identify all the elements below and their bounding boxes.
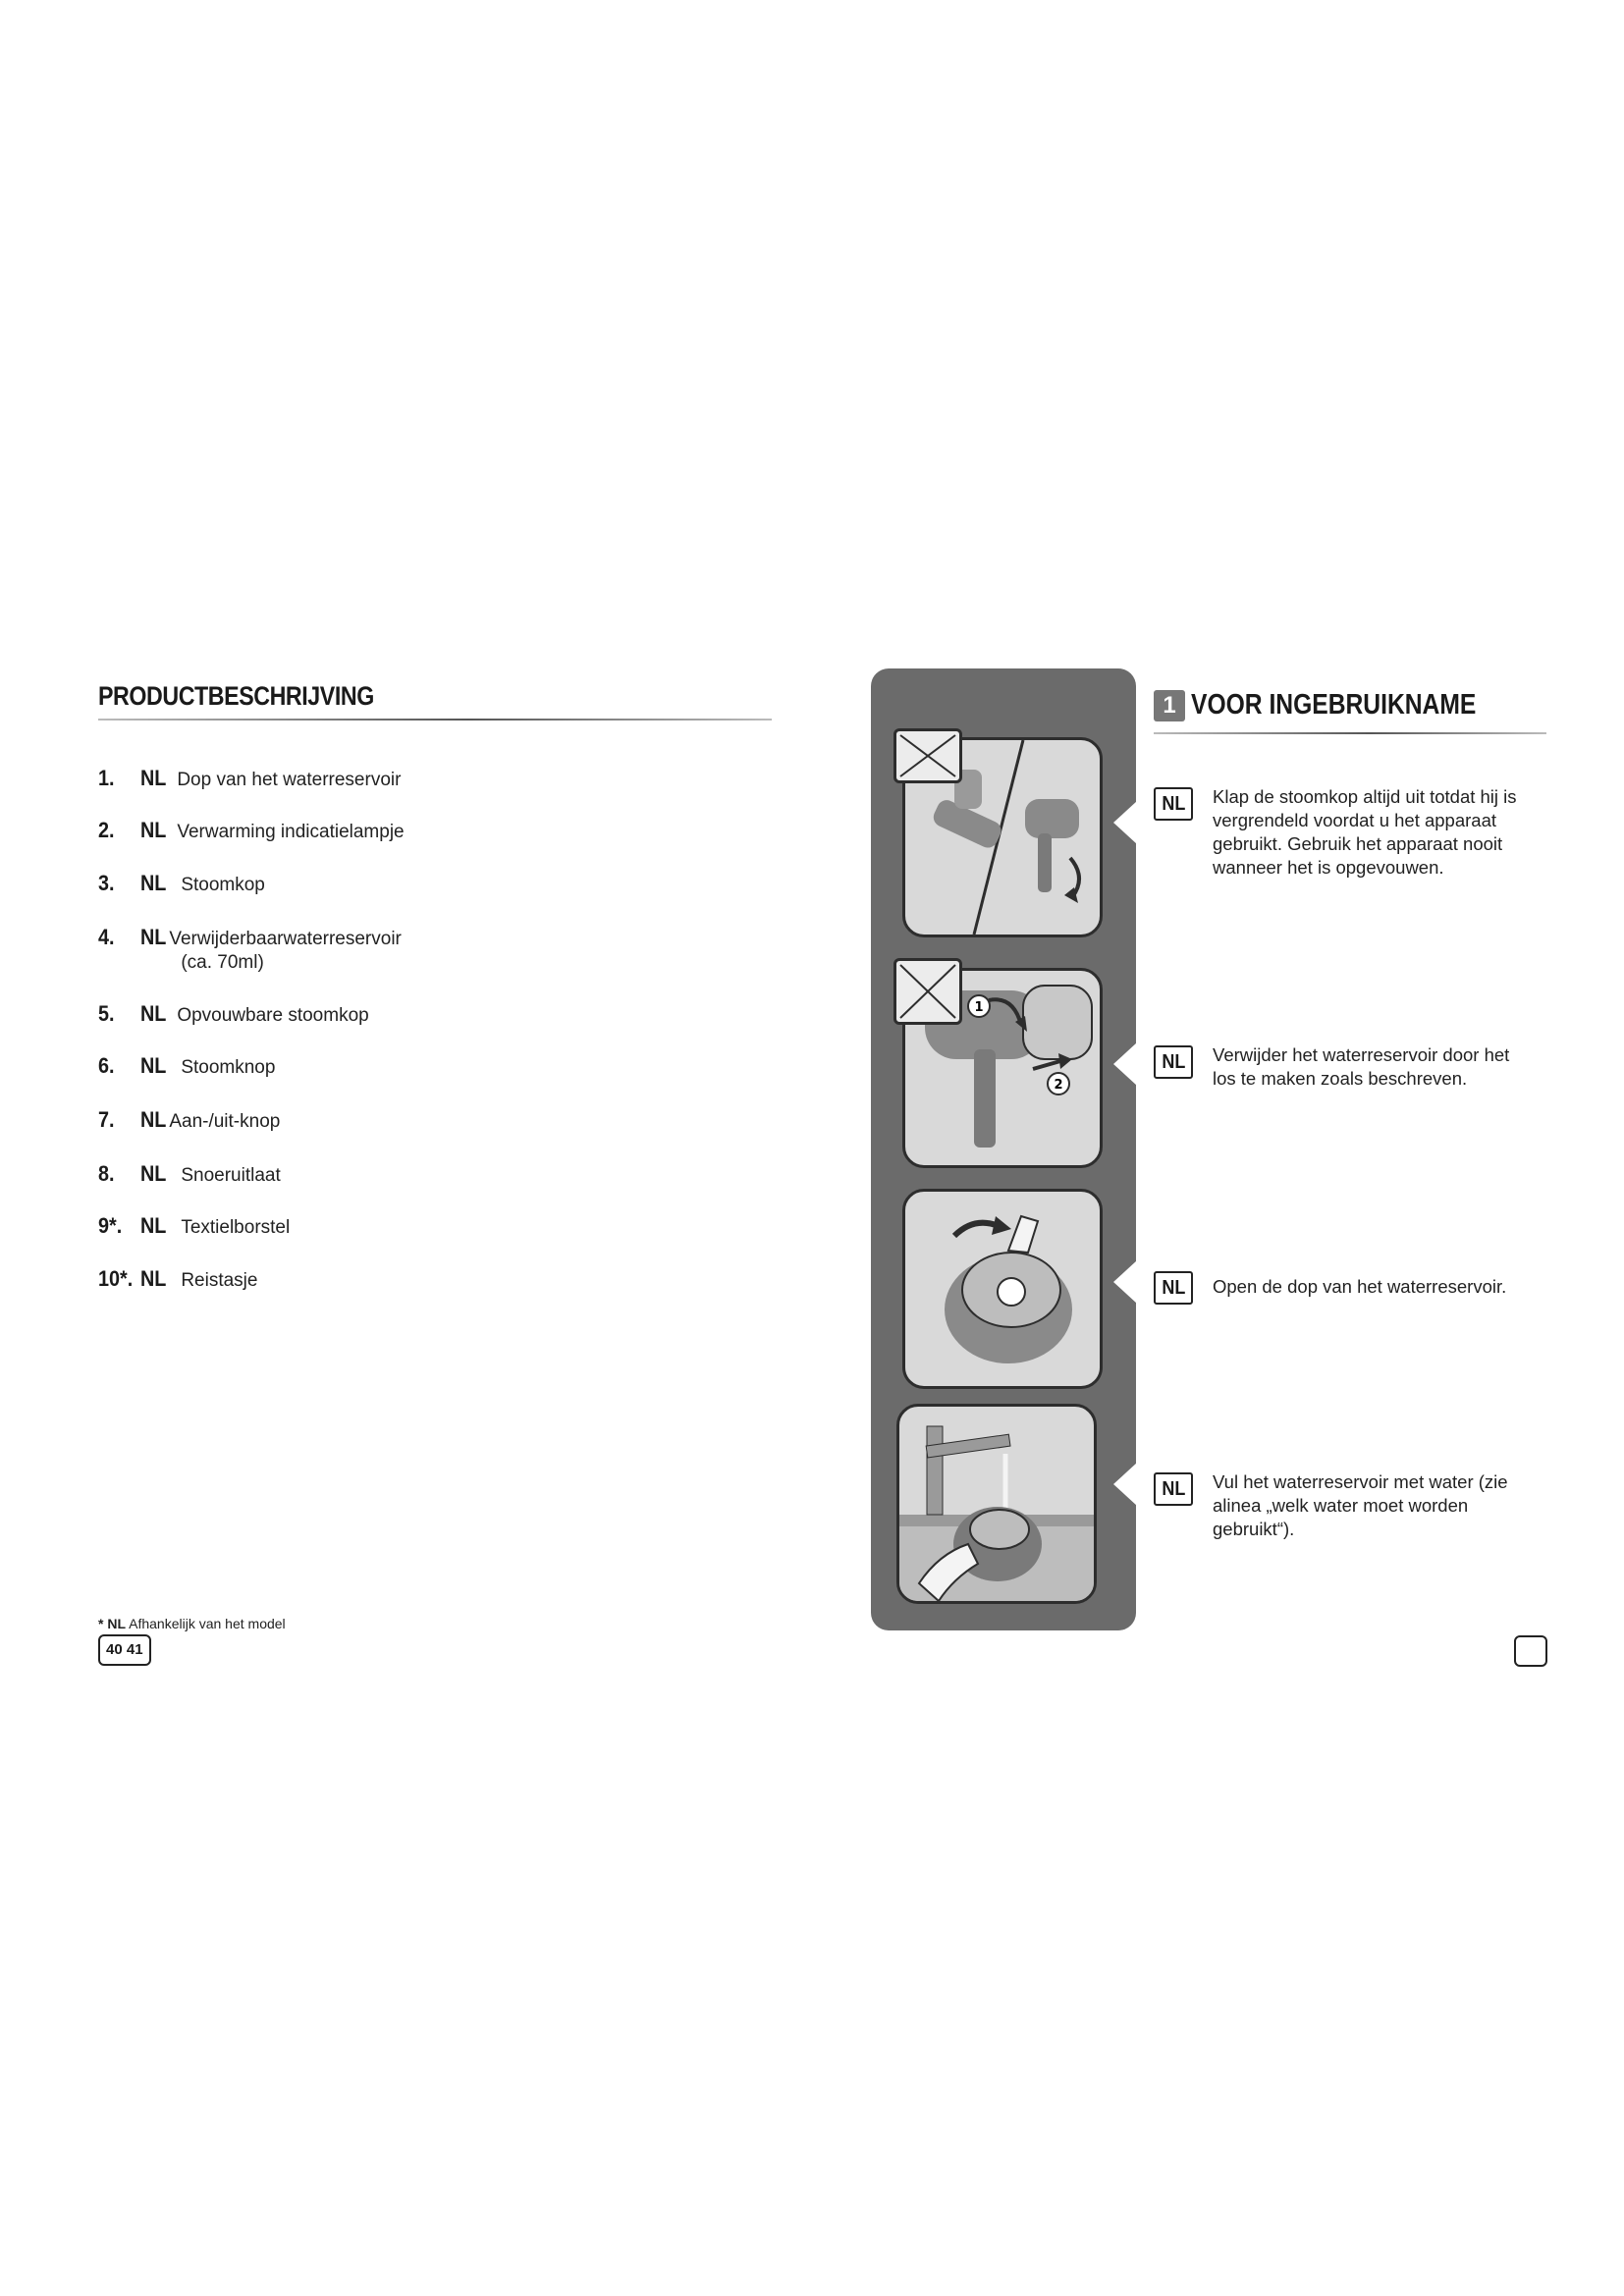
list-item bbox=[98, 1266, 257, 1293]
forbidden-icon bbox=[893, 728, 962, 783]
item-text: Stoomknop bbox=[181, 1057, 276, 1078]
item-text bbox=[169, 928, 402, 975]
language-tag: NL bbox=[1154, 1472, 1193, 1506]
item-text: Opvouwbare stoomkop bbox=[177, 1005, 369, 1026]
section-heading bbox=[1154, 689, 1527, 721]
footnote-prefix: * NL bbox=[98, 1616, 126, 1631]
language-code: NL bbox=[140, 1213, 167, 1238]
step-text: Verwijder het waterreservoir door het los te maken zoals beschreven. bbox=[1213, 1044, 1510, 1089]
item-number: 4. bbox=[98, 925, 115, 949]
page-number-box-right bbox=[1514, 1635, 1547, 1667]
marker-two: 2 bbox=[1054, 1078, 1063, 1093]
footnote-text: Afhankelijk van het model bbox=[129, 1616, 286, 1631]
title-underline-left bbox=[98, 719, 772, 721]
item-text-line1: Verwijderbaarwaterreservoir bbox=[169, 929, 402, 949]
list-item bbox=[98, 1001, 369, 1028]
list-item bbox=[98, 766, 401, 792]
language-tag: NL bbox=[1154, 787, 1193, 821]
item-text: Snoeruitlaat bbox=[181, 1165, 281, 1186]
language-code: NL bbox=[140, 1266, 167, 1291]
list-item bbox=[98, 818, 405, 844]
language-code: NL bbox=[140, 1001, 167, 1026]
faucet-fill-icon bbox=[899, 1407, 1094, 1601]
reservoir-cap-icon bbox=[905, 1192, 1100, 1386]
item-text: Stoomkop bbox=[181, 875, 265, 895]
item-number: 9*. bbox=[98, 1213, 123, 1238]
list-item bbox=[98, 925, 402, 975]
illustration-fill-water bbox=[896, 1404, 1097, 1604]
forbidden-icon bbox=[893, 958, 962, 1025]
list-item bbox=[98, 1161, 281, 1188]
item-number: 7. bbox=[98, 1107, 115, 1132]
list-item bbox=[98, 871, 265, 897]
step-4 bbox=[1154, 1470, 1527, 1541]
item-number: 1. bbox=[98, 766, 115, 790]
title-underline-right bbox=[1154, 732, 1546, 734]
list-item bbox=[98, 1053, 275, 1080]
section-number-badge: 1 bbox=[1154, 690, 1185, 721]
panel-notch bbox=[1113, 1260, 1137, 1304]
item-text: Aan-/uit-knop bbox=[169, 1111, 281, 1132]
panel-notch bbox=[1113, 1042, 1137, 1086]
step-2 bbox=[1154, 1043, 1527, 1091]
list-item bbox=[98, 1213, 290, 1240]
page-title-right: VOOR INGEBRUIKNAME bbox=[1191, 689, 1477, 721]
language-code: NL bbox=[140, 1107, 167, 1132]
panel-notch bbox=[1113, 1463, 1137, 1506]
language-code: NL bbox=[140, 818, 167, 842]
footnote bbox=[98, 1616, 286, 1631]
item-number: 2. bbox=[98, 818, 115, 842]
page-number: 40 41 bbox=[98, 1634, 151, 1666]
language-code: NL bbox=[140, 871, 167, 895]
page-title-left: PRODUCTBESCHRIJVING bbox=[98, 681, 374, 711]
panel-notch bbox=[1113, 801, 1137, 844]
language-code: NL bbox=[140, 766, 167, 790]
item-number: 10*. bbox=[98, 1266, 134, 1291]
step-text: Open de dop van het waterreservoir. bbox=[1213, 1276, 1507, 1297]
item-text: Verwarming indicatielampje bbox=[177, 822, 405, 842]
item-number: 3. bbox=[98, 871, 115, 895]
language-code: NL bbox=[140, 925, 167, 949]
language-tag: NL bbox=[1154, 1271, 1193, 1305]
item-number: 6. bbox=[98, 1053, 115, 1078]
language-code: NL bbox=[140, 1053, 167, 1078]
illustration-open-cap bbox=[902, 1189, 1103, 1389]
item-text: Textielborstel bbox=[181, 1217, 291, 1238]
item-text-line2: (ca. 70ml) bbox=[181, 952, 264, 973]
language-code: NL bbox=[140, 1161, 167, 1186]
language-tag: NL bbox=[1154, 1045, 1193, 1079]
step-text: Klap de stoomkop altijd uit totdat hij is vergrendeld voordat u het apparaat gebruikt. Gebruik het apparaat nooit wanneer het is opgevouwen. bbox=[1213, 786, 1517, 878]
step-3 bbox=[1154, 1269, 1527, 1305]
item-number: 5. bbox=[98, 1001, 115, 1026]
item-number: 8. bbox=[98, 1161, 115, 1186]
step-1 bbox=[1154, 785, 1527, 880]
list-item bbox=[98, 1107, 280, 1134]
item-text: Dop van het waterreservoir bbox=[177, 770, 402, 790]
marker-one: 1 bbox=[974, 1000, 984, 1015]
step-text: Vul het waterreservoir met water (zie alinea „welk water moet worden gebruikt“). bbox=[1213, 1471, 1508, 1539]
item-text: Reistasje bbox=[181, 1270, 258, 1291]
